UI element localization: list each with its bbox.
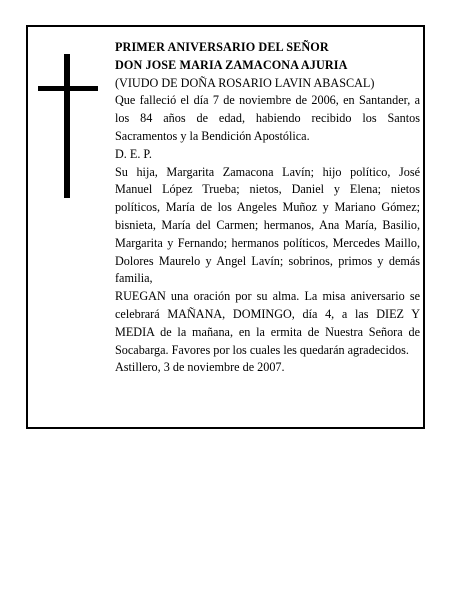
notice-heading-line-2: DON JOSE MARIA ZAMACONA AJURIA <box>115 57 348 72</box>
cross-vertical-bar <box>64 54 70 198</box>
dep-line: D. E. P. <box>115 146 152 161</box>
cross-horizontal-bar <box>38 86 98 91</box>
family-paragraph: Su hija, Margarita Zamacona Lavín; hijo político, José Manuel López Trueba; nietos, Daniel y Elena; nietos políticos, María de los Angeles Muñoz y Mariano Gómez; bisnieta, María del Carmen; hermanos, Ana María, Basilio, Margarita y Fernando; hermanos políticos, Mercedes Maillo, Dolores Maurelo y Angel Lavín; sobrinos, primos y demás familia, <box>115 164 420 286</box>
place-date-line: Astillero, 3 de noviembre de 2007. <box>115 360 285 375</box>
latin-cross-icon <box>38 54 98 198</box>
death-paragraph: Que falleció el día 7 de noviembre de 2006, en Santander, a los 84 años de edad, habiendo recibido los Santos Sacramentos y la Bendición Apostólica. <box>115 93 420 143</box>
obituary-text <box>115 39 420 377</box>
widower-line: (VIUDO DE DOÑA ROSARIO LAVIN ABASCAL) <box>115 75 375 90</box>
notice-heading-line-1: PRIMER ANIVERSARIO DEL SEÑOR <box>115 40 329 54</box>
prayer-paragraph: RUEGAN una oración por su alma. La misa aniversario se celebrará MAÑANA, DOMINGO, día 4, a las DIEZ Y MEDIA de la mañana, en la ermita de Nuestra Señora de Socabarga. Favores por los cuales les quedarán agradecidos. <box>115 289 420 357</box>
